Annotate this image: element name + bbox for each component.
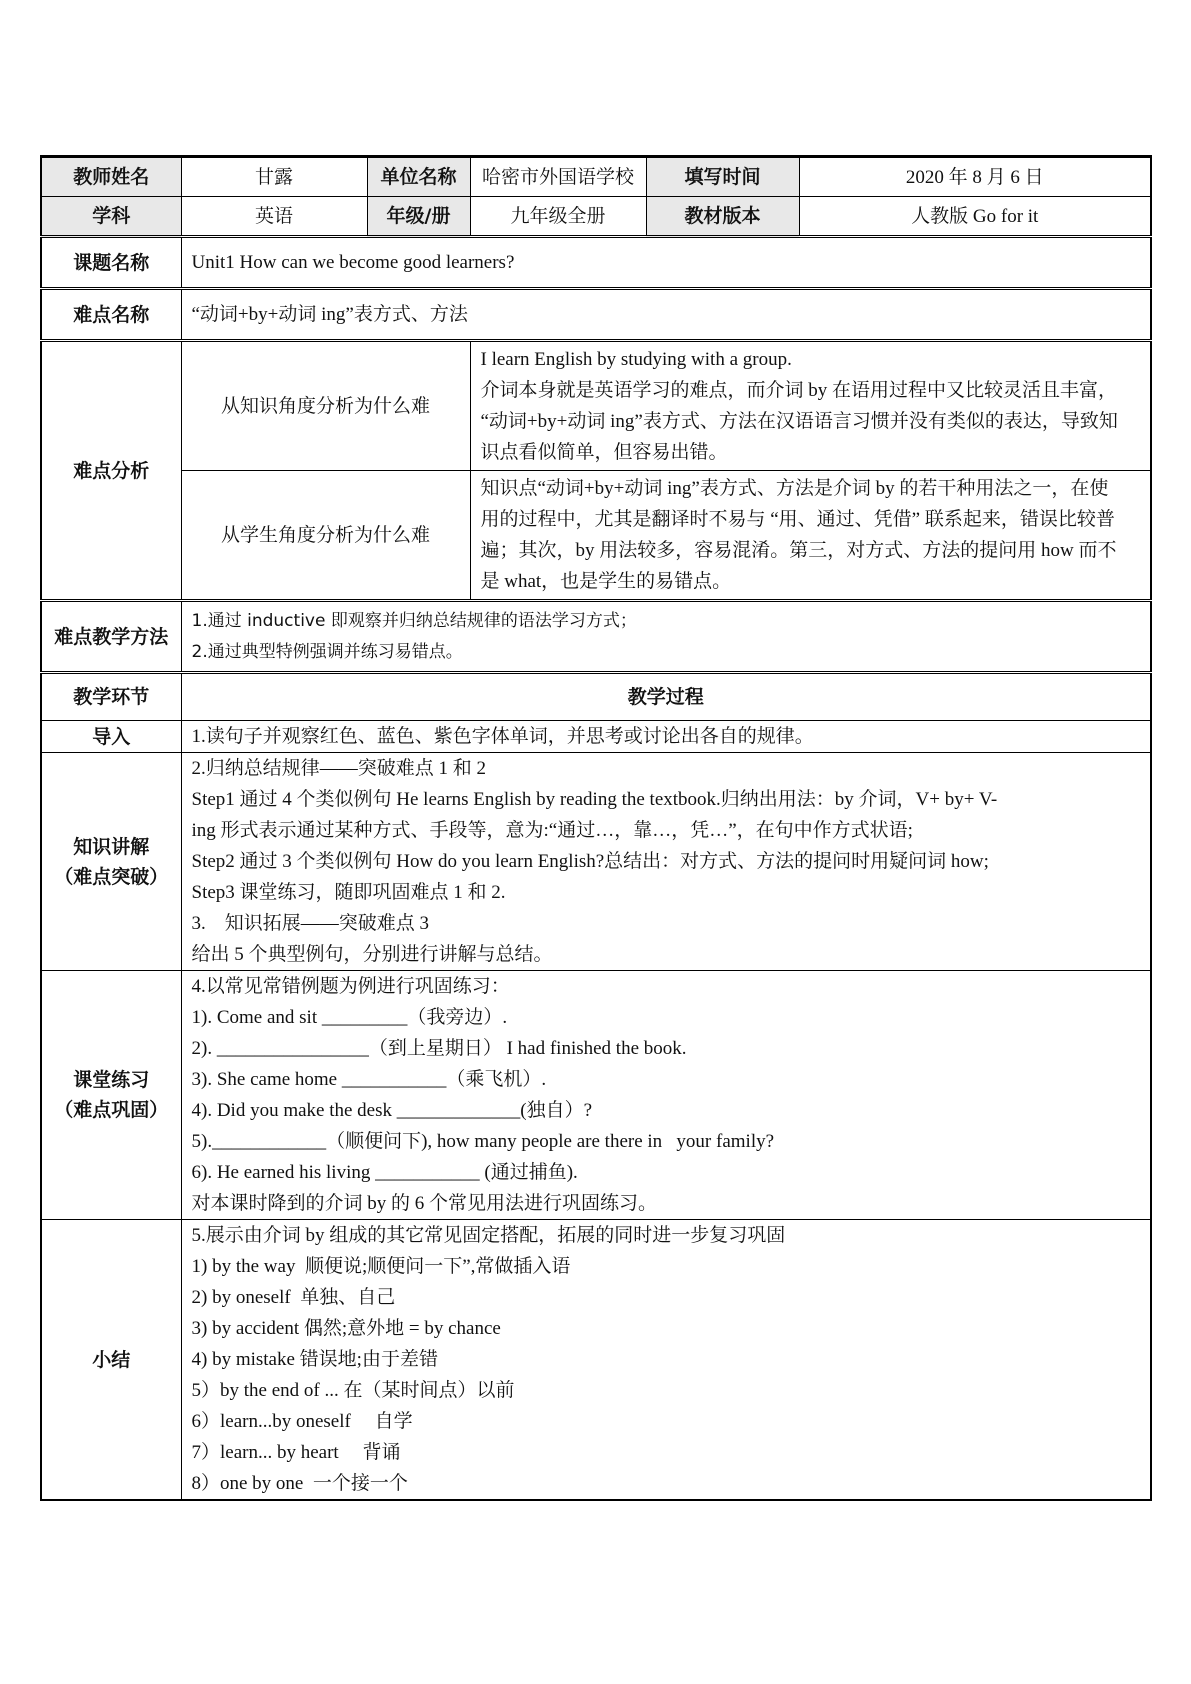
summary-line: 4) by mistake 错误地;由于差错	[191, 1349, 438, 1370]
summary-line: 5.展示由介词 by 组成的其它常见固定搭配，拓展的同时进一步复习巩固	[191, 1225, 786, 1246]
lesson-plan-form	[40, 155, 1150, 1501]
topic-value: Unit1 How can we become good learners?	[181, 237, 1151, 289]
summary-row	[41, 1220, 1151, 1501]
summary-text	[181, 1220, 1151, 1501]
explain-line: ing 形式表示通过某种方式、手段等，意为:“通过…，靠…，凭…”，在句中作方式状语;	[191, 820, 913, 841]
student-line: 遍；其次，by 用法较多，容易混淆。第三，对方式、方法的提问用 how 而不	[480, 540, 1117, 561]
teacher-label: 教师姓名	[41, 157, 181, 197]
explain-text	[181, 753, 1151, 971]
summary-line: 3) by accident 偶然;意外地 = by chance	[191, 1318, 501, 1339]
practice-line: 4). Did you make the desk _____________(独自）?	[191, 1100, 593, 1121]
intro-label: 导入	[41, 721, 181, 753]
textbook-value: 人教版 Go for it	[799, 197, 1151, 237]
student-angle-label: 从学生角度分析为什么难	[181, 471, 470, 601]
explain-line: Step1 通过 4 个类似例句 He learns English by reading the textbook.归纳出用法：by 介词，V+ by+ V-	[191, 789, 998, 810]
explain-line: 2.归纳总结规律——突破难点 1 和 2	[191, 758, 487, 779]
knowledge-line: I learn English by studying with a group.	[480, 349, 792, 370]
date-value: 2020 年 8 月 6 日	[799, 157, 1151, 197]
teacher-value: 甘露	[181, 157, 367, 197]
unit-label: 单位名称	[367, 157, 470, 197]
unit-value: 哈密市外国语学校	[470, 157, 646, 197]
practice-line: 3). She came home ___________（乘飞机）.	[191, 1069, 547, 1090]
practice-line: 5).____________（顺便问下), how many people are there in your family?	[191, 1131, 775, 1152]
info-row-1	[41, 157, 1151, 197]
student-line: 是 what，也是学生的易错点。	[480, 571, 732, 592]
grade-value: 九年级全册	[470, 197, 646, 237]
practice-label-sub: （难点巩固）	[54, 1099, 169, 1121]
practice-line: 1). Come and sit _________（我旁边）.	[191, 1007, 508, 1028]
knowledge-angle-text	[470, 341, 1151, 471]
explain-line: Step3 课堂练习，随即巩固难点 1 和 2.	[191, 882, 506, 903]
date-label: 填写时间	[646, 157, 799, 197]
topic-label: 课题名称	[41, 237, 181, 289]
difficulty-row	[41, 289, 1151, 341]
summary-line: 7）learn... by heart 背诵	[191, 1442, 401, 1463]
method-row	[41, 601, 1151, 673]
knowledge-angle-label: 从知识角度分析为什么难	[181, 341, 470, 471]
summary-line: 5）by the end of ... 在（某时间点）以前	[191, 1380, 515, 1401]
summary-line: 6）learn...by oneself 自学	[191, 1411, 413, 1432]
lesson-plan-table	[40, 155, 1152, 1501]
summary-label: 小结	[41, 1220, 181, 1501]
knowledge-line: 介词本身就是英语学习的难点，而介词 by 在语用过程中又比较灵活且丰富，	[480, 380, 1118, 401]
textbook-label: 教材版本	[646, 197, 799, 237]
difficulty-label: 难点名称	[41, 289, 181, 341]
analysis-student-row	[41, 471, 1151, 601]
practice-line: 4.以常见常错例题为例进行巩固练习：	[191, 976, 510, 997]
difficulty-value: “动词+by+动词 ing”表方式、方法	[181, 289, 1151, 341]
info-row-2	[41, 197, 1151, 237]
process-header: 教学过程	[181, 673, 1151, 721]
practice-line: 6). He earned his living ___________ (通过捕鱼).	[191, 1162, 578, 1183]
explain-label-main: 知识讲解	[73, 835, 150, 858]
practice-row	[41, 971, 1151, 1220]
explain-line: 3. 知识拓展——突破难点 3	[191, 913, 430, 934]
summary-line: 2) by oneself 单独、自己	[191, 1287, 396, 1308]
process-header-row	[41, 673, 1151, 721]
topic-row	[41, 237, 1151, 289]
student-line: 用的过程中，尤其是翻译时不易与 “用、通过、凭借” 联系起来，错误比较普	[480, 509, 1115, 530]
grade-label: 年级/册	[367, 197, 470, 237]
student-angle-text	[470, 471, 1151, 601]
knowledge-line: 识点看似简单，但容易出错。	[480, 442, 728, 463]
method-line: 2.通过典型特例强调并练习易错点。	[191, 641, 463, 662]
practice-label	[41, 971, 181, 1220]
method-line: 1.通过 inductive 即观察并归纳总结规律的语法学习方式；	[191, 610, 637, 631]
explain-line: 给出 5 个典型例句，分别进行讲解与总结。	[191, 944, 553, 965]
stage-header: 教学环节	[41, 673, 181, 721]
knowledge-line: “动词+by+动词 ing”表方式、方法在汉语语言习惯并没有类似的表达，导致知	[480, 411, 1118, 432]
method-text	[181, 601, 1151, 673]
explain-label-sub: （难点突破）	[54, 865, 169, 888]
summary-line: 8）one by one 一个接一个	[191, 1473, 408, 1494]
practice-line: 2). ________________（到上星期日） I had finished the book.	[191, 1038, 687, 1059]
practice-label-main: 课堂练习	[73, 1069, 150, 1091]
explain-label	[41, 753, 181, 971]
intro-row	[41, 721, 1151, 753]
subject-label: 学科	[41, 197, 181, 237]
subject-value: 英语	[181, 197, 367, 237]
explain-line: Step2 通过 3 个类似例句 How do you learn English?总结出：对方式、方法的提问时用疑问词 how;	[191, 851, 989, 872]
analysis-knowledge-row	[41, 341, 1151, 471]
explain-row	[41, 753, 1151, 971]
summary-line: 1) by the way 顺便说;顺便问一下”,常做插入语	[191, 1256, 571, 1277]
practice-line: 对本课时降到的介词 by 的 6 个常见用法进行巩固练习。	[191, 1193, 658, 1214]
analysis-label: 难点分析	[41, 341, 181, 601]
intro-text: 1.读句子并观察红色、蓝色、紫色字体单词，并思考或讨论出各自的规律。	[181, 721, 1151, 753]
practice-text	[181, 971, 1151, 1220]
method-label: 难点教学方法	[41, 601, 181, 673]
student-line: 知识点“动词+by+动词 ing”表方式、方法是介词 by 的若干种用法之一，在使	[480, 478, 1109, 499]
